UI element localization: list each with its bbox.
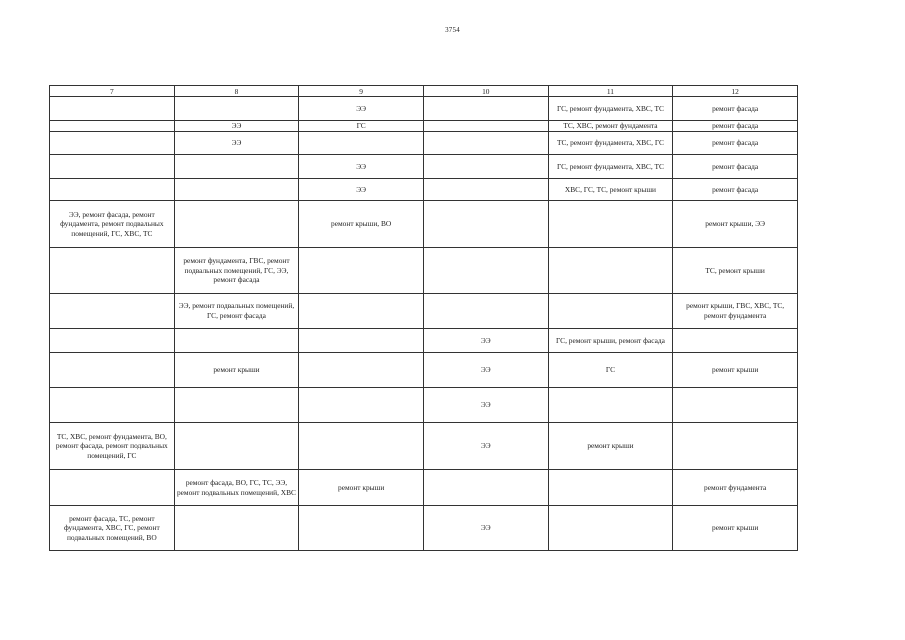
table-cell: ремонт крыши (299, 470, 424, 506)
page-number: 3754 (445, 26, 460, 34)
table-cell: ТС, ремонт крыши (673, 248, 798, 294)
table-cell (50, 294, 175, 329)
table-cell (174, 179, 299, 201)
table-cell (174, 506, 299, 551)
table-cell: ЭЭ, ремонт фасада, ремонт фундамента, ремонт подвальных помещений, ГС, ХВС, ТС (50, 201, 175, 248)
table-cell: ЭЭ (423, 506, 548, 551)
table-cell (50, 388, 175, 423)
table-cell (423, 121, 548, 132)
table-cell: ремонт крыши (548, 423, 673, 470)
table-cell: ЭЭ, ремонт подвальных помещений, ГС, ремонт фасада (174, 294, 299, 329)
table-cell: ЭЭ (299, 97, 424, 121)
table-cell: ремонт фасада (673, 97, 798, 121)
table-cell (548, 248, 673, 294)
table-cell (50, 248, 175, 294)
table-row (50, 294, 798, 329)
table-cell: ремонт крыши (673, 353, 798, 388)
table-cell (299, 132, 424, 155)
table-cell (50, 132, 175, 155)
table-cell (174, 201, 299, 248)
table-row (50, 97, 798, 121)
table-cell (174, 329, 299, 353)
table-cell (548, 506, 673, 551)
table-header-row (50, 86, 798, 97)
table-cell (423, 155, 548, 179)
table-cell (50, 353, 175, 388)
table-cell (548, 388, 673, 423)
table-cell (174, 155, 299, 179)
table-cell (423, 201, 548, 248)
column-header: 7 (50, 86, 175, 97)
table-cell (299, 423, 424, 470)
table-cell (174, 97, 299, 121)
column-header: 10 (423, 86, 548, 97)
table-cell (423, 294, 548, 329)
table-cell (548, 201, 673, 248)
table-row (50, 470, 798, 506)
table-cell: ГС, ремонт фундамента, ХВС, ТС (548, 155, 673, 179)
table-cell (174, 423, 299, 470)
table-cell (673, 423, 798, 470)
table-row (50, 179, 798, 201)
table-cell: ТС, ремонт фундамента, ХВС, ГС (548, 132, 673, 155)
table-cell (423, 97, 548, 121)
table-cell: ремонт фасада, ВО, ГС, ТС, ЭЭ, ремонт подвальных помещений, ХВС (174, 470, 299, 506)
table-row (50, 248, 798, 294)
table-row (50, 388, 798, 423)
table-cell: ГС (548, 353, 673, 388)
table-cell (50, 155, 175, 179)
table-cell: ГС, ремонт фундамента, ХВС, ТС (548, 97, 673, 121)
table-cell (50, 121, 175, 132)
table-cell: ремонт фасада (673, 132, 798, 155)
column-header: 8 (174, 86, 299, 97)
table-cell (50, 329, 175, 353)
table-cell (423, 248, 548, 294)
table-cell: ремонт фасада (673, 121, 798, 132)
table-cell (50, 470, 175, 506)
table-cell (299, 329, 424, 353)
table-cell (299, 353, 424, 388)
table-row (50, 423, 798, 470)
table-cell (299, 506, 424, 551)
table-cell (299, 388, 424, 423)
column-header: 12 (673, 86, 798, 97)
table-cell (174, 388, 299, 423)
table-cell (423, 132, 548, 155)
table-cell: ремонт крыши, ВО (299, 201, 424, 248)
table-cell (50, 179, 175, 201)
table-cell (548, 294, 673, 329)
table-cell: ремонт крыши (673, 506, 798, 551)
table-cell: ЭЭ (174, 132, 299, 155)
table-cell (50, 97, 175, 121)
table-row (50, 329, 798, 353)
table-row (50, 201, 798, 248)
table-cell (673, 329, 798, 353)
table-cell: ремонт фасада, ТС, ремонт фундамента, ХВС, ГС, ремонт подвальных помещений, ВО (50, 506, 175, 551)
table-cell (548, 470, 673, 506)
table-cell: ремонт фасада (673, 179, 798, 201)
table-cell: ЭЭ (423, 329, 548, 353)
table-row (50, 155, 798, 179)
table-cell: ЭЭ (299, 155, 424, 179)
table-cell: ремонт крыши, ЭЭ (673, 201, 798, 248)
table-cell: ремонт фундамента, ГВС, ремонт подвальных помещений, ГС, ЭЭ, ремонт фасада (174, 248, 299, 294)
table-row (50, 121, 798, 132)
table-cell: ЭЭ (174, 121, 299, 132)
table-cell (673, 388, 798, 423)
table-cell: ЭЭ (423, 353, 548, 388)
table-cell: ТС, ХВС, ремонт фундамента (548, 121, 673, 132)
table-cell: ремонт фундамента (673, 470, 798, 506)
table-cell: ремонт крыши (174, 353, 299, 388)
column-header: 11 (548, 86, 673, 97)
table-cell: ГС, ремонт крыши, ремонт фасада (548, 329, 673, 353)
table-cell: ЭЭ (299, 179, 424, 201)
table-cell (299, 248, 424, 294)
table-row (50, 132, 798, 155)
table-cell: ТС, ХВС, ремонт фундамента, ВО, ремонт фасада, ремонт подвальных помещений, ГС (50, 423, 175, 470)
table-cell: ремонт фасада (673, 155, 798, 179)
table-cell (423, 179, 548, 201)
works-table (49, 85, 798, 551)
column-header: 9 (299, 86, 424, 97)
table-cell (299, 294, 424, 329)
table-row (50, 506, 798, 551)
table-cell: ХВС, ГС, ТС, ремонт крыши (548, 179, 673, 201)
table-cell: ГС (299, 121, 424, 132)
table-cell: ремонт крыши, ГВС, ХВС, ТС, ремонт фундамента (673, 294, 798, 329)
table-cell: ЭЭ (423, 423, 548, 470)
table-cell: ЭЭ (423, 388, 548, 423)
table-cell (423, 470, 548, 506)
table-row (50, 353, 798, 388)
